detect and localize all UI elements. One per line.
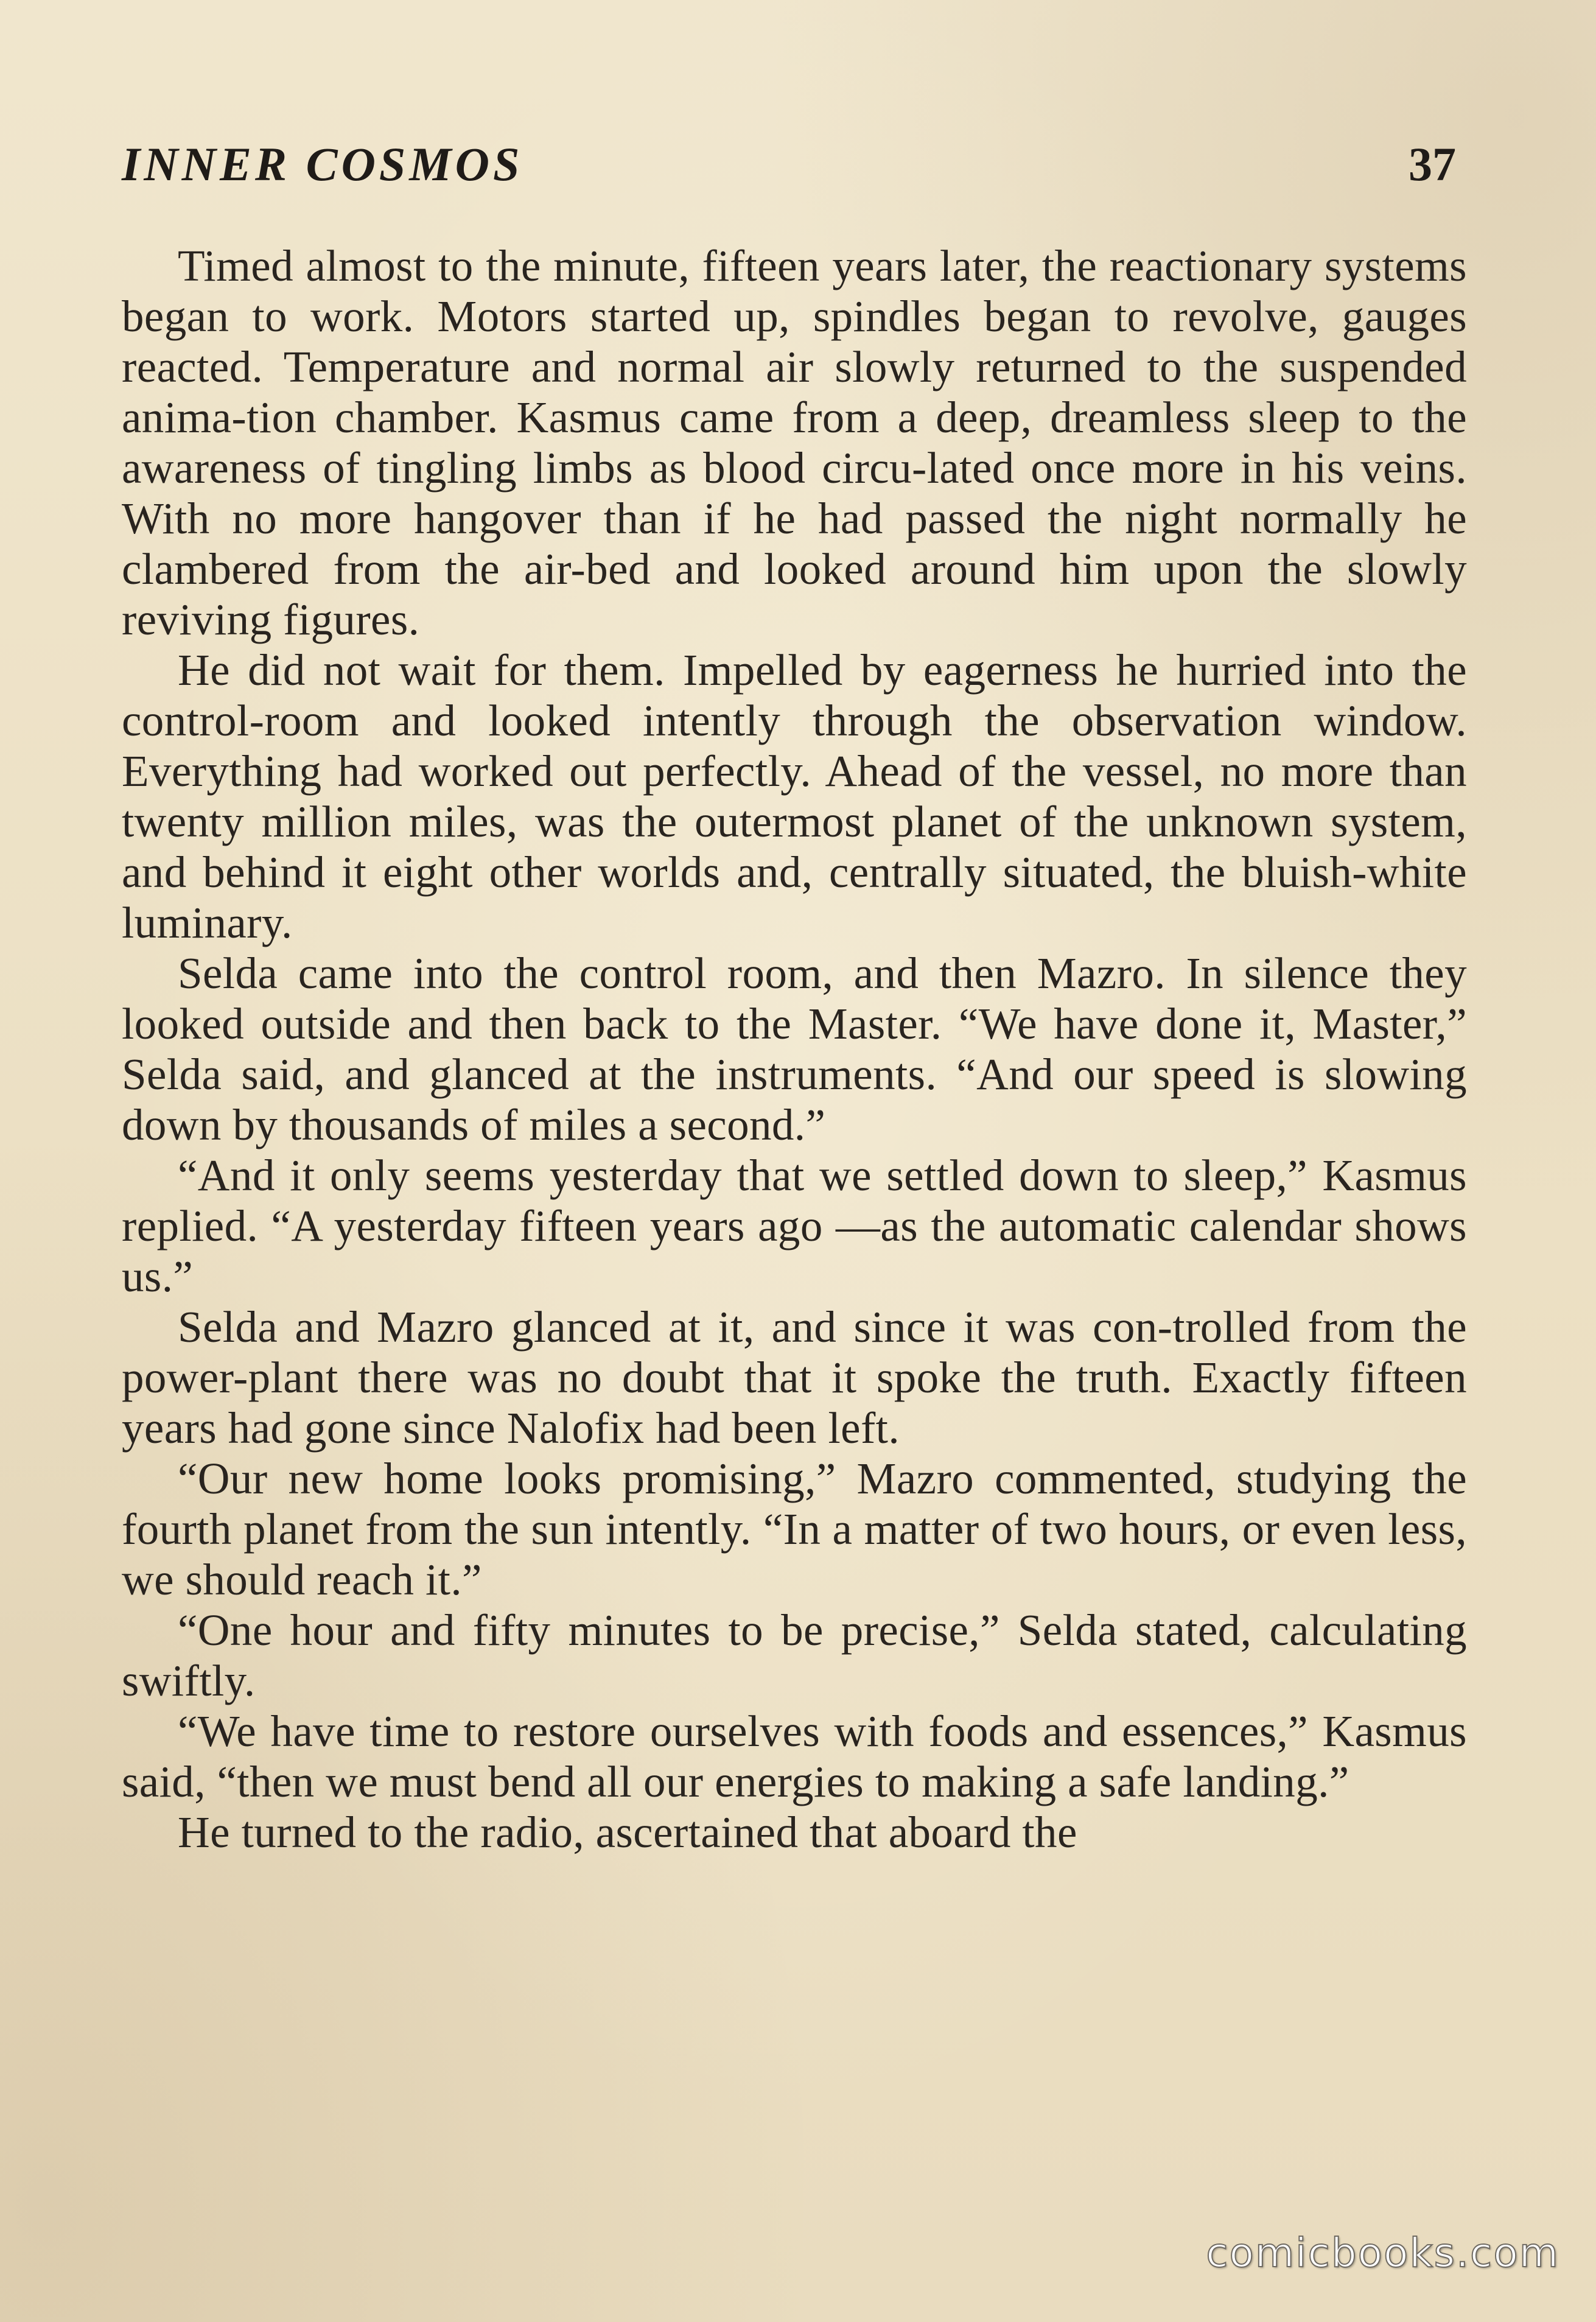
paragraph: “One hour and fifty minutes to be precise,” Selda stated, calculating swiftly. <box>122 1605 1467 1705</box>
running-title: INNER COSMOS <box>122 138 523 191</box>
body-text <box>122 240 1467 1857</box>
paragraph: “And it only seems yesterday that we settled down to sleep,” Kasmus replied. “A yesterday fifteen years ago —as the automatic calendar shows us.” <box>122 1151 1467 1301</box>
paragraph: “Our new home looks promising,” Mazro commented, studying the fourth planet from the sun intently. “In a matter of two hours, or even less, we should reach it.” <box>122 1454 1467 1604</box>
paragraph: “We have time to restore ourselves with foods and essences,” Kasmus said, “then we must bend all our energies to making a safe landing.” <box>122 1706 1467 1806</box>
paragraph: He turned to the radio, ascertained that aboard the <box>178 1808 1077 1857</box>
page-number: 37 <box>1409 138 1456 191</box>
page-header <box>122 137 1456 198</box>
paragraph: Selda came into the control room, and then Mazro. In silence they looked outside and then back to the Master. “We have done it, Master,” Selda said, and glanced at the instruments. “And our speed is slowing down by thousands of miles a second.” <box>122 949 1467 1149</box>
paragraph: He did not wait for them. Impelled by eagerness he hurried into the control-room and looked intently through the observation window. Everything had worked out perfectly. Ahead of the vessel, no more than twenty million miles, was the outermost planet of the unknown system, and behind it eight other worlds and, centrally situated, the bluish-white luminary. <box>122 645 1467 947</box>
watermark: comicbooks.com <box>1206 2229 1559 2276</box>
paragraph: Timed almost to the minute, fifteen years later, the reactionary systems began to work. Motors started up, spindles began to revolve, gauges reacted. Temperature and normal air slowly returned to the suspended anima-tion chamber. Kasmus came from a deep, dreamless sleep to the awareness of tingling limbs as blood circu-lated once more in his veins. With no more hangover than if he had passed the night normally he clambered from the air-bed and looked around him upon the slowly reviving figures. <box>122 241 1467 644</box>
paragraph: Selda and Mazro glanced at it, and since it was con-trolled from the power-plant there was no doubt that it spoke the truth. Exactly fifteen years had gone since Nalofix had been left. <box>122 1302 1467 1453</box>
